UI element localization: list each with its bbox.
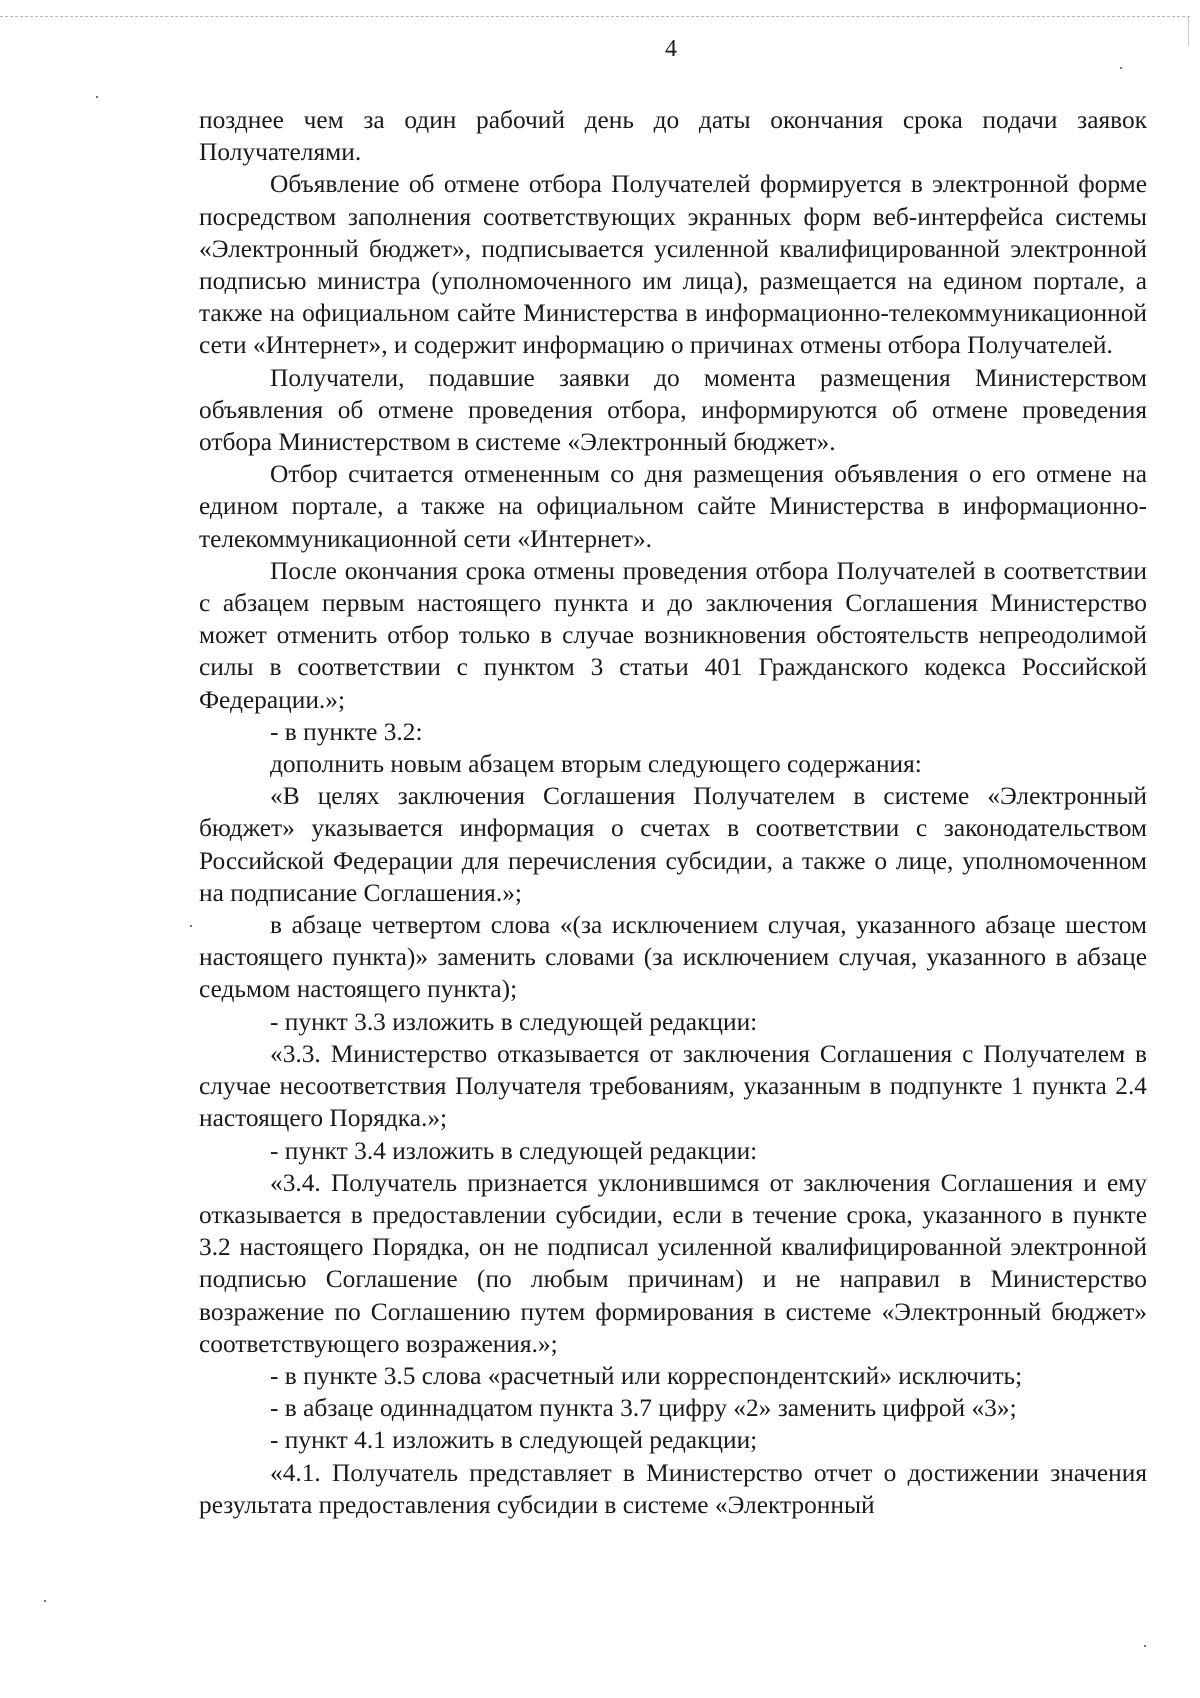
page-number: 4 — [665, 36, 677, 62]
paragraph: - в абзаце одиннадцатом пункта 3.7 цифру «2» заменить цифрой «3»; — [270, 1394, 1017, 1423]
paragraph: «4.1. Получатель представляет в Министерство отчет о достижении значения результата предоставления субсидии в системе «Электронный — [199, 1458, 1147, 1519]
scan-edge-line — [0, 16, 1190, 17]
paragraph: Объявление об отмене отбора Получателей формируется в электронной форме посредством заполнения соответствующих экранных форм веб-интерфейса системы «Электронный бюджет», подписывается усиленной квалифицированной электронной подписью министра (уполномоченного им лица), размещается на едином портале, а также на официальном сайте Министерства в информационно-телекоммуникационной сети «Интернет», и содержит информацию о причинах отмены отбора Получателей. — [199, 170, 1147, 360]
scan-speck — [1144, 1645, 1146, 1647]
paragraph: дополнить новым абзацем вторым следующего содержания: — [270, 750, 922, 779]
paragraph: Получатели, подавшие заявки до момента размещения Министерством объявления об отмене проведения отбора, информируются об отмене проведения отбора Министерством в системе «Электронный бюджет». — [199, 363, 1147, 457]
paragraph: - в пункте 3.5 слова «расчетный или корреспондентский» исключить; — [270, 1361, 1023, 1390]
paragraph: - в пункте 3.2: — [270, 717, 423, 746]
paragraph: - пункт 4.1 изложить в следующей редакции; — [270, 1426, 758, 1455]
scan-speck — [1120, 67, 1122, 69]
paragraph: Отбор считается отмененным со дня размещения объявления о его отмене на едином портале, а также на официальном сайте Министерства в информационно-телекоммуникационной сети «Интернет». — [199, 460, 1147, 553]
paragraph: позднее чем за один рабочий день до даты окончания срока подачи заявок Получателями. — [199, 106, 1147, 167]
paragraph: - пункт 3.3 изложить в следующей редакции: — [270, 1007, 758, 1036]
scan-speck — [190, 925, 192, 927]
document-body — [199, 104, 1147, 1521]
paragraph: «3.3. Министерство отказывается от заключения Соглашения с Получателем в случае несоответствия Получателя требованиям, указанным в подпункте 1 пункта 2.4 настоящего Порядка.»; — [199, 1039, 1147, 1133]
paragraph: в абзаце четвертом слова «(за исключением случая, указанного абзаце шестом настоящего пункта)» заменить словами (за исключением случая, указанного в абзаце седьмом настоящего пункта); — [199, 911, 1147, 1004]
paragraph: «3.4. Получатель признается уклонившимся от заключения Соглашения и ему отказывается в предоставлении субсидии, если в течение срока, указанного в пункте 3.2 настоящего Порядка, он не подписал усиленной квалифицированной электронной подписью Соглашение (по любым причинам) и не направил в Министерство возражение по Соглашению путем формирования в системе «Электронный бюджет» соответствующего возражения.»; — [199, 1168, 1147, 1358]
scan-speck — [96, 96, 98, 98]
paragraph: - пункт 3.4 изложить в следующей редакции: — [270, 1136, 758, 1165]
paragraph: «В целях заключения Соглашения Получателем в системе «Электронный бюджет» указывается информация о счетах в соответствии с законодательством Российской Федерации для перечисления субсидии, а также о лице, уполномоченном на подписание Соглашения.»; — [199, 782, 1147, 907]
paragraph: После окончания срока отмены проведения отбора Получателей в соответствии с абзацем первым настоящего пункта и до заключения Соглашения Министерство может отменить отбор только в случае возникновения обстоятельств непреодолимой силы в соответствии с пунктом 3 статьи 401 Гражданского кодекса Российской Федерации.»; — [199, 556, 1147, 714]
scan-speck — [44, 1600, 46, 1602]
